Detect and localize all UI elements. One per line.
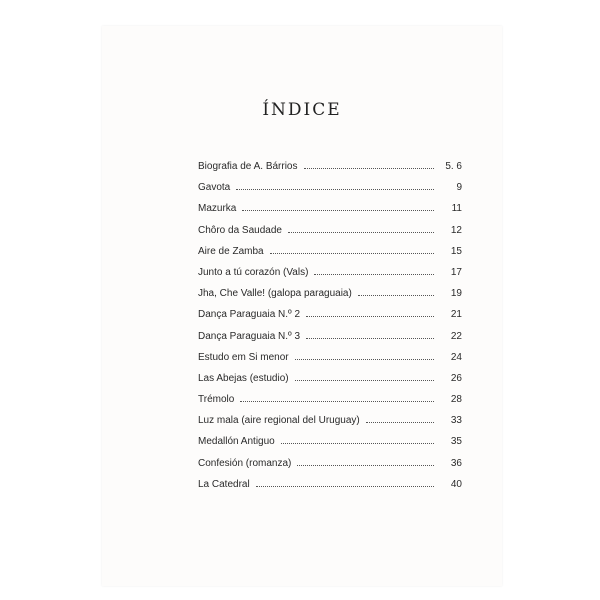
toc-entry-title: Medallón Antiguo [198, 436, 275, 448]
toc-entry-page-number: 28 [450, 394, 462, 406]
toc-entry-title: Confesión (romanza) [198, 457, 292, 469]
toc-entry [198, 220, 462, 241]
dot-leader [240, 400, 434, 402]
toc-entry [198, 453, 462, 474]
toc-entry-page-number: 33 [450, 415, 462, 427]
dot-leader [242, 209, 434, 211]
toc-entry-page-number: 40 [450, 478, 462, 490]
toc-entry [198, 198, 462, 219]
toc-entry-title: Aire de Zamba [198, 245, 264, 257]
table-of-contents [198, 156, 462, 495]
toc-entry [198, 347, 462, 368]
dot-leader [306, 337, 434, 339]
toc-entry [198, 304, 462, 325]
dot-leader [270, 252, 434, 254]
toc-entry-page-number: 22 [450, 330, 462, 342]
toc-entry [198, 431, 462, 452]
toc-entry-title: Estudo em Si menor [198, 351, 289, 363]
toc-entry-page-number: 17 [450, 266, 462, 278]
toc-entry-page-number: 15 [450, 245, 462, 257]
dot-leader [236, 188, 434, 190]
toc-entry-title: Dança Paraguaia N.º 3 [198, 330, 301, 342]
toc-entry-title: Dança Paraguaia N.º 2 [198, 309, 301, 321]
toc-entry [198, 326, 462, 347]
dot-leader [358, 294, 434, 296]
toc-entry-title: Luz mala (aire regional del Uruguay) [198, 415, 360, 427]
dot-leader [314, 273, 434, 275]
toc-entry-page-number: 5. 6 [445, 161, 462, 172]
toc-entry [198, 283, 462, 304]
toc-entry-page-number: 35 [450, 436, 462, 448]
dot-leader [295, 358, 434, 360]
toc-entry [198, 474, 462, 495]
toc-entry-page-number: 11 [451, 203, 462, 215]
toc-entry-page-number: 21 [450, 309, 462, 321]
dot-leader [295, 379, 434, 381]
dot-leader [256, 485, 434, 487]
toc-entry-title: Chôro da Saudade [198, 224, 282, 236]
toc-entry-title: Las Abejas (estudio) [198, 372, 289, 384]
toc-entry-page-number: 26 [450, 372, 462, 384]
toc-entry-title: Mazurka [198, 203, 237, 215]
toc-entry [198, 368, 462, 389]
toc-entry-title: Junto a tú corazón (Vals) [198, 266, 309, 278]
toc-entry [198, 389, 462, 410]
toc-entry-page-number: 9 [456, 182, 462, 194]
dot-leader [306, 315, 434, 317]
toc-entry [198, 241, 462, 262]
dot-leader [281, 442, 434, 444]
toc-entry [198, 262, 462, 283]
toc-entry-page-number: 24 [450, 351, 462, 363]
dot-leader [304, 167, 435, 169]
page-title: ÍNDICE [262, 100, 342, 120]
dot-leader [366, 421, 434, 423]
toc-entry-title: Jha, Che Valle! (galopa paraguaia) [198, 288, 352, 300]
toc-entry-page-number: 36 [450, 457, 462, 469]
toc-entry-title: Trémolo [198, 394, 235, 406]
toc-entry [198, 410, 462, 431]
toc-entry-page-number: 12 [450, 224, 462, 236]
dot-leader [288, 231, 434, 233]
book-page [102, 26, 502, 586]
toc-entry-page-number: 19 [450, 288, 462, 300]
toc-entry-title: Biografia de A. Bárrios [198, 161, 298, 172]
toc-entry [198, 177, 462, 198]
toc-entry-title: La Catedral [198, 478, 250, 490]
toc-entry [198, 156, 462, 177]
toc-entry-title: Gavota [198, 182, 231, 194]
dot-leader [297, 464, 434, 466]
